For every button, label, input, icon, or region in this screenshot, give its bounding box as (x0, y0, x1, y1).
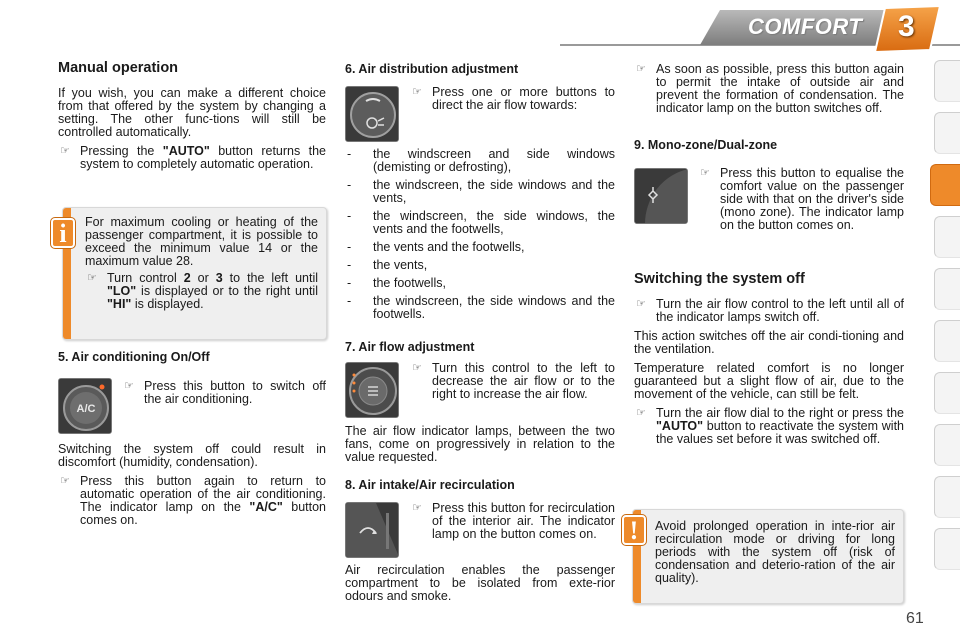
info-box-bullet: ☞ Turn control 2 or 3 to the left until "LO" is displayed or to the right until "HI" is displayed. (87, 271, 319, 311)
distribution-list (345, 146, 615, 326)
auto-bullet: ☞ Pressing the "AUTO" button returns the system to completely automatic operation. (60, 144, 326, 171)
distribution-instruction: ☞ Press one or more buttons to direct the air flow towards: (412, 85, 615, 112)
mono-section (634, 139, 904, 160)
list-item: - the vents and the footwells, (347, 240, 525, 254)
pointing-hand-icon: ☞ (700, 167, 710, 179)
chapter-tab[interactable] (934, 112, 960, 154)
list-item: - the windscreen, the side windows and the footwells. (347, 294, 615, 321)
chapter-tab[interactable] (934, 424, 960, 466)
distribution-button-image (345, 86, 399, 142)
ac-instruction: ☞ Press this button to switch off the air conditioning. (124, 379, 326, 406)
chapter-tab[interactable] (934, 320, 960, 362)
chapter-number: 3 (898, 10, 915, 43)
list-item: - the windscreen, the side windows and the vents, (347, 178, 615, 205)
ac-title: 5. Air conditioning On/Off (58, 350, 210, 364)
chapter-tab[interactable] (934, 268, 960, 310)
distribution-title: 6. Air distribution adjustment (345, 62, 519, 76)
ac-button-image (58, 378, 112, 434)
pointing-hand-icon: ☞ (412, 362, 422, 374)
switch-off-section (634, 273, 904, 452)
chapter-tab[interactable] (934, 372, 960, 414)
switch-off-text-1: This action switches off the air condi-tioning and the ventilation. (634, 329, 904, 356)
ac-details (58, 443, 326, 533)
ac-bullet: ☞ Press this button again to return to automatic operation of the air conditioning. The indicator lamp on the "A/C" button comes on. (60, 474, 326, 527)
pointing-hand-icon: ☞ (636, 298, 646, 310)
recirculation-button-image (345, 502, 399, 558)
intake-details (345, 564, 615, 609)
ac-section (58, 351, 326, 372)
chapter-tab-strip (928, 60, 960, 580)
intake-instruction: ☞ Press this button for recirculation of the interior air. The indicator lamp on the button comes on. (412, 501, 615, 541)
warning-icon: ! (622, 515, 646, 545)
warning-box (632, 509, 904, 604)
chapter-tab-active[interactable] (930, 164, 960, 206)
distribution-section (345, 63, 615, 84)
flow-instruction: ☞ Turn this control to the left to decrease the air flow or to the right to increase the air flow. (412, 361, 615, 401)
intake-section (345, 479, 615, 500)
switch-off-title: Switching the system off (634, 271, 805, 287)
warning-box-text: Avoid prolonged operation in inte-rior air recirculation mode or driving for long periods with the system off (risk of condensation and deterio-ration of the air quality). (655, 519, 895, 585)
intake-title: 8. Air intake/Air recirculation (345, 478, 515, 492)
flow-details (345, 425, 615, 470)
pointing-hand-icon: ☞ (412, 86, 422, 98)
ac-text: Switching the system off could result in discomfort (humidity, condensation). (58, 442, 326, 469)
switch-off-bullet: ☞ Turn the air flow control to the left until all of the indicator lamps switch off. (636, 297, 904, 324)
page-number: 61 (906, 610, 924, 627)
right-column-top (634, 63, 904, 121)
pointing-hand-icon: ☞ (60, 475, 70, 487)
list-item: - the footwells, (347, 276, 446, 290)
pointing-hand-icon: ☞ (60, 145, 70, 157)
reactivate-bullet: ☞ Turn the air flow dial to the right or press the "AUTO" button to reactivate the system with the values set before it was switched off. (636, 406, 904, 446)
header-title: COMFORT (748, 14, 863, 39)
info-box (62, 207, 327, 340)
intake-text: Air recirculation enables the passenger compartment to be isolated from exte-rior odours and smoke. (345, 563, 615, 603)
chapter-tab[interactable] (934, 528, 960, 570)
pointing-hand-icon: ☞ (412, 502, 422, 514)
mono-instruction: ☞ Press this button to equalise the comfort value on the passenger side with that on the driver's side (mono zone). The indicator lamp on the button comes on. (700, 166, 904, 232)
ac-button-label: A/C (76, 403, 96, 415)
chapter-tab[interactable] (934, 216, 960, 258)
flow-section (345, 341, 615, 362)
switch-off-text-2: Temperature related comfort is no longer guaranteed but a slight flow of air, due to the movement of the vehicle, can still be felt. (634, 361, 904, 401)
pointing-hand-icon: ☞ (87, 272, 97, 284)
manual-operation-title: Manual operation (58, 60, 179, 76)
list-item: - the windscreen, the side windows, the vents and the footwells, (347, 209, 615, 236)
flow-dial-image (345, 362, 399, 418)
info-icon: i (51, 218, 75, 248)
flow-title: 7. Air flow adjustment (345, 340, 475, 354)
flow-text: The air flow indicator lamps, between the two fans, come on progressively in relation to the value requested. (345, 424, 615, 464)
chapter-tab[interactable] (934, 60, 960, 102)
list-item: - the windscreen and side windows (demisting or defrosting), (347, 147, 615, 174)
pointing-hand-icon: ☞ (124, 380, 134, 392)
mono-button-image (634, 168, 688, 224)
pointing-hand-icon: ☞ (636, 407, 646, 419)
chapter-tab[interactable] (934, 476, 960, 518)
asap-bullet: ☞ As soon as possible, press this button again to permit the intake of outside air and prevent the formation of condensation. The indicator lamp on the button switches off. (636, 62, 904, 115)
mono-title: 9. Mono-zone/Dual-zone (634, 138, 778, 152)
list-item: - the vents, (347, 258, 428, 272)
manual-operation-text: If you wish, you can make a different choice from that offered by the system by changing a setting. The other func-tions will still be controlled automatically. (58, 86, 326, 139)
pointing-hand-icon: ☞ (636, 63, 646, 75)
left-column (58, 62, 326, 177)
info-box-text: For maximum cooling or heating of the passenger compartment, it is possible to exceed the minimum value 14 or the maximum value 28. (85, 215, 318, 268)
